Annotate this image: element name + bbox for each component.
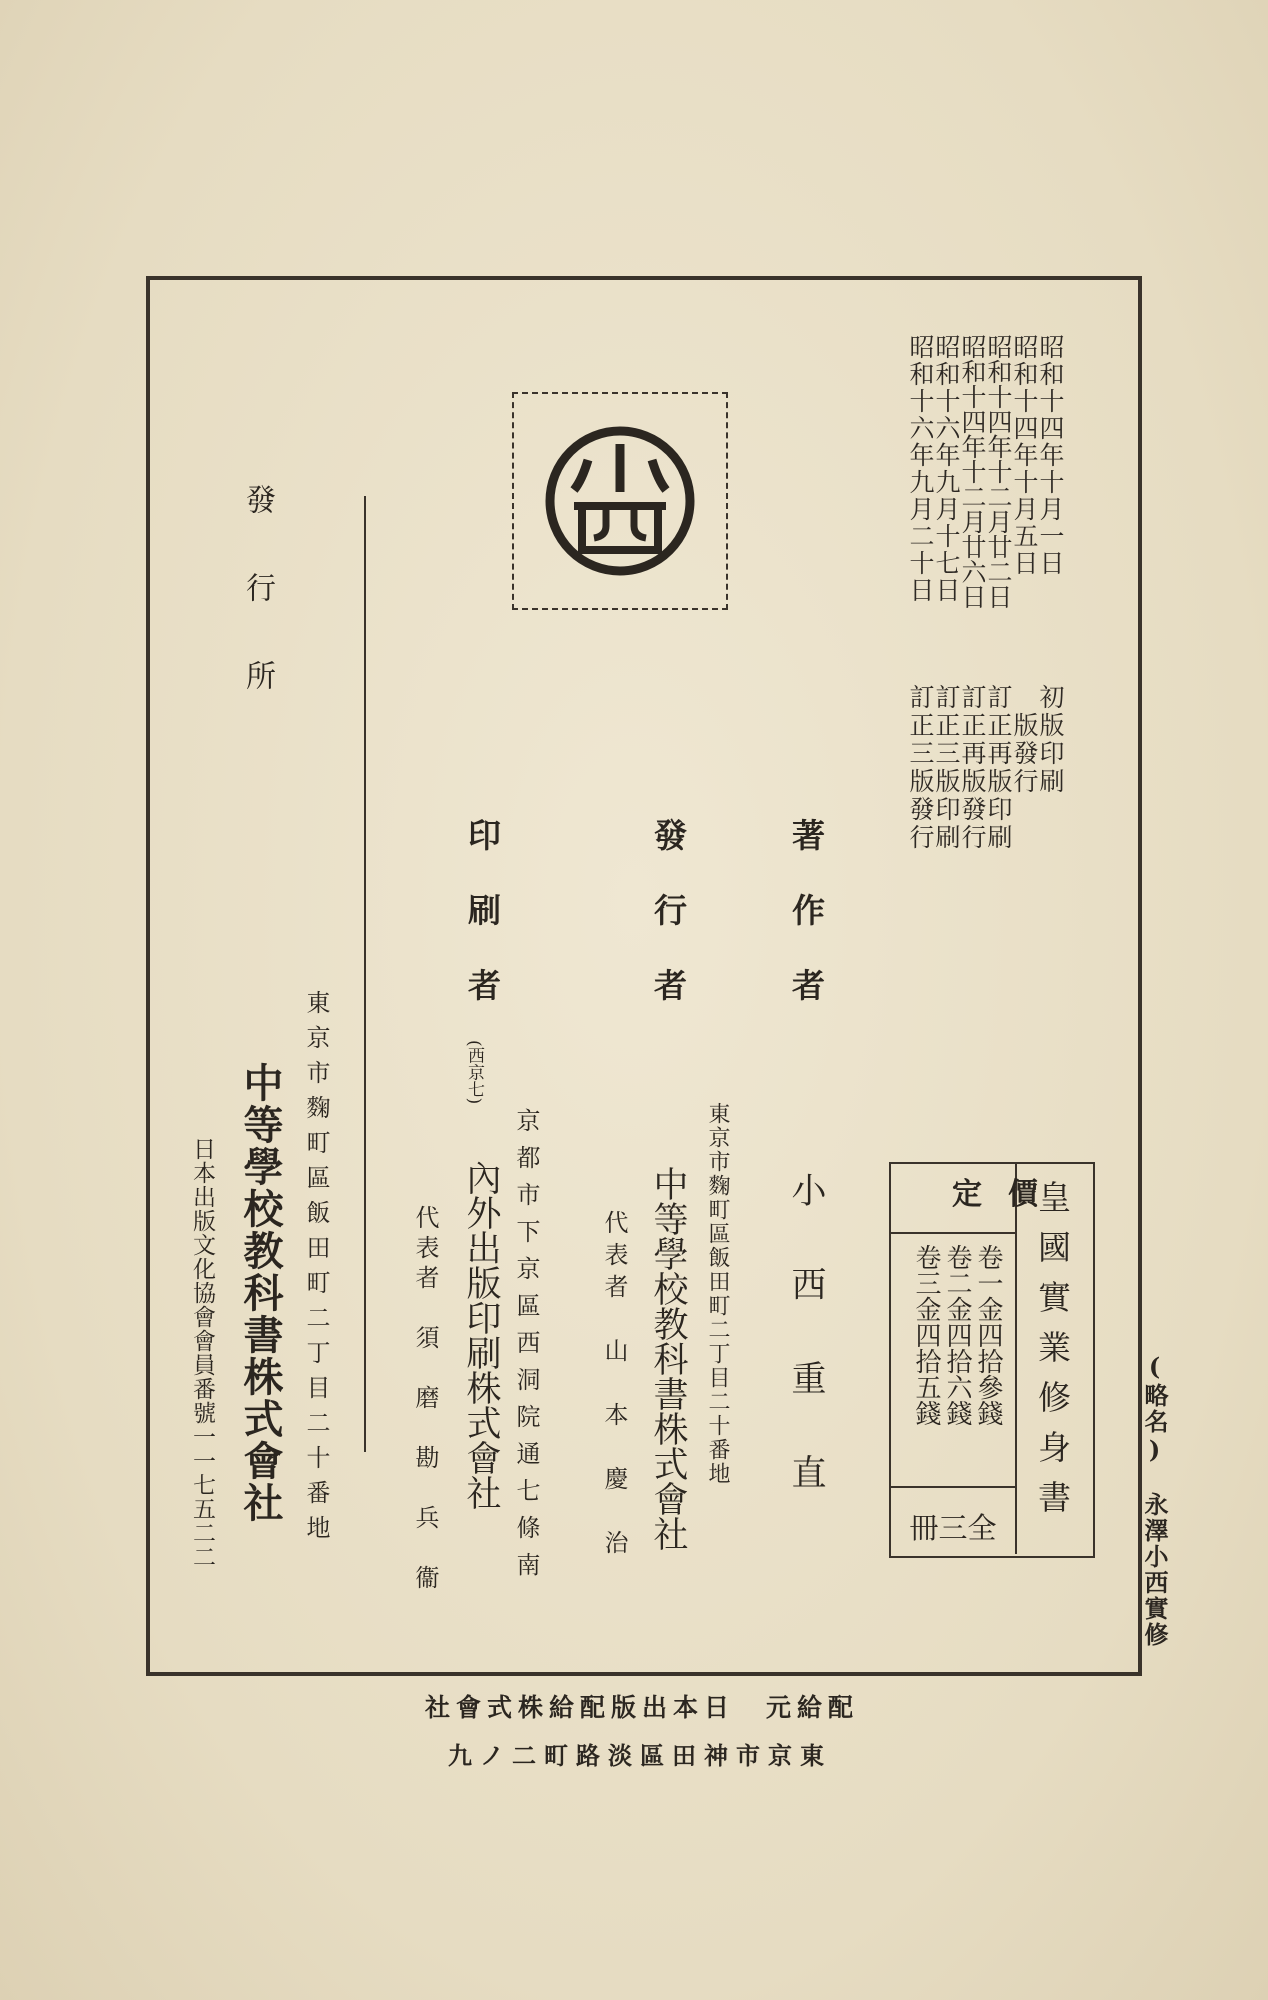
distribution-line: 配給元 日本出版配給株式會社	[424, 1693, 859, 1722]
edition-date: 昭和十六年九月二十日	[906, 334, 935, 604]
distribution-address: 東京市神田區淡路町二ノ九	[448, 1741, 832, 1770]
book-title: 皇國實業修身書	[1033, 1180, 1072, 1530]
issuer-label: 發 行 所	[240, 484, 275, 704]
publisher-label: 發行者	[649, 818, 688, 1043]
edition-event: 訂正三版發行	[906, 684, 935, 852]
author-label: 著作者	[787, 818, 826, 1043]
seal-box	[512, 392, 728, 610]
printer-representative: 代表者 須 磨 勘 兵 衞	[411, 1205, 439, 1595]
edition-date: 昭和十四年十月一日	[1036, 334, 1065, 577]
price-volume: 卷二金四拾六錢	[942, 1244, 972, 1426]
issuer-company: 中等學校教科書株式會社	[237, 1062, 284, 1524]
issuer-address: 東京市麴町區飯田町二丁目二十番地	[302, 990, 330, 1550]
publisher-address: 東京市麴町區飯田町二丁目二十番地	[705, 1102, 730, 1486]
price-box-rule	[1015, 1162, 1017, 1554]
issuer-member-number: 日本出版文化協會會員番號一一七五二二	[189, 1137, 215, 1569]
price-box-rule	[891, 1232, 1015, 1234]
printer-address: 京都市下京區西洞院通七條南	[512, 1108, 540, 1589]
printer-company: 內外出版印刷株式會社	[461, 1160, 501, 1510]
edition-date: 昭和十四年十月五日	[1010, 334, 1039, 577]
price-volume: 卷一金四拾參錢	[973, 1244, 1003, 1426]
price-volume: 卷三金四拾五錢	[911, 1244, 941, 1426]
edition-event: 版發行	[1010, 712, 1039, 796]
divider-rule	[364, 496, 366, 1452]
abbreviated-title: (略名) 永澤小西實修	[1140, 1352, 1169, 1648]
edition-event: 訂正再版印刷	[984, 684, 1013, 852]
edition-event: 訂正三版印刷	[932, 684, 961, 852]
author-seal-stamp	[514, 394, 726, 608]
edition-date: 昭和十四年十二月廿二日	[984, 334, 1013, 609]
edition-date: 昭和十四年十二月廿六日	[958, 334, 987, 609]
price-set: 全三冊	[909, 1511, 997, 1545]
edition-event: 初版印刷	[1036, 684, 1065, 796]
publisher-representative: 代表者 山 本 慶 治	[600, 1210, 628, 1562]
edition-date: 昭和十六年九月十七日	[932, 334, 961, 604]
publisher-company: 中等學校教科書株式會社	[648, 1166, 688, 1551]
edition-event: 訂正再版發行	[958, 684, 987, 852]
printer-label: 印刷者	[463, 818, 502, 1043]
price-box-rule	[891, 1486, 1015, 1488]
printer-code: (西京七)	[464, 1040, 484, 1105]
price-header: 定 價	[952, 1177, 1036, 1212]
author-name: 小 西 重 直	[786, 1172, 826, 1501]
